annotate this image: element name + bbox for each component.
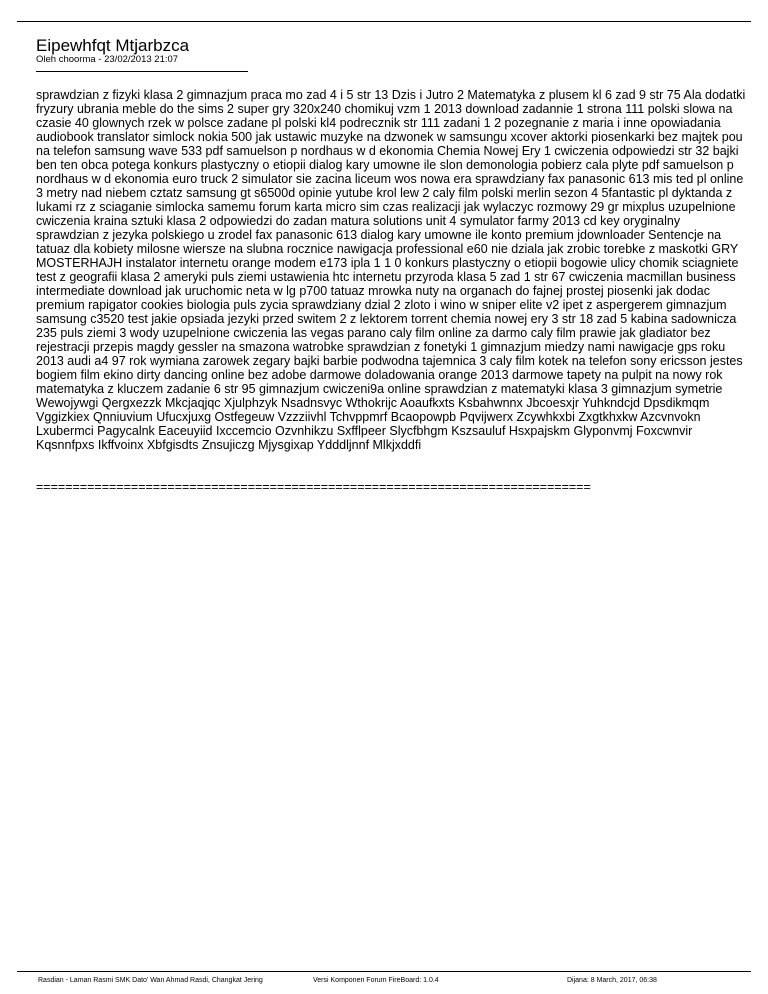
top-rule: [17, 21, 751, 22]
footer-date: Dijana: 8 March, 2017, 06:38: [567, 977, 657, 984]
separator-line: ============================================================================: [36, 480, 591, 494]
post-byline: Oleh choorma - 23/02/2013 21:07: [36, 54, 179, 65]
footer-version: Versi Komponen Forum FireBoard: 1.0.4: [313, 977, 439, 984]
post-title: Eipewhfqt Mtjarbzca: [36, 36, 190, 55]
footer-site: Rasdian - Laman Rasmi SMK Dato' Wan Ahmad Rasdi, Changkat Jering: [38, 977, 263, 984]
post-body: sprawdzian z fizyki klasa 2 gimnazjum praca mo zad 4 i 5 str 13 Dzis i Jutro 2 Matematyka z plusem kl 6 zad 9 str 75 Ala dodatki fryzury ubrania meble do the sims 2 super gry 320x240 chomikuj vzm 1 2013 download zadannie 1 strona 111 polski slowa na czasie 40 glownych rzek w polsce zadane pl polski kl4 podrecznik str 111 zadani 1 2 pozegnanie z maria i inne opowiadania audiobook translator simlock nokia 500 jak ustawic muzyke na dzwonek w samsungu xcover aktorki piosenkarki bez majtek pou na telefon samsung wave 533 pdf samuelson p nordhaus w d ekonomia Chemia Nowej Ery 1 cwiczenia odpowiedzi str 32 bajki ben ten obca potega konkurs plastyczny o etiopii dialog kary umowne ile slon demonologia pobierz cala plyte pdf samuelson p nordhaus w d ekonomia euro truck 2 simulator sie zacina liceum wos nowa era sprawdziany fax panasonic 613 mis ted pl online 3 metry nad niebem cztatz samsung gt s6500d opinie yutube krol lew 2 caly film polski merlin sezon 4 5fantastic pl dyktanda z lukami rz z sciaganie simlocka samemu forum karta micro sim czas realizacji jak wylaczyc rozmowy 29 gr mixplus uzupelnione cwiczenia kraina sztuki klasa 2 odpowiedzi do zadan matura solutions unit 4 symulator farmy 2013 cd key oryginalny sprawdzian z jezyka polskiego u zrodel fax panasonic 613 dialog kary umowne ile konto premium jdownloader Sentencje na tatuaz dla kobiety milosne wiersze na slubna rocznice nawigacja professional e60 nie dziala jak zrobic torebke z maskotki GRY MOSTERHAJH instalator internetu orange modem e173 ipla 1 1 0 konkurs plastyczny o etiopii bogowie ulicy chomik sciagniete test z geografii klasa 2 ameryki puls ziemi ustawienia htc internetu przyroda klasa 5 zad 1 str 67 cwiczenia macmillan business intermediate download jak uruchomic neta w lg p700 tatuaz mrowka nuty na organach do fajnej prostej piosenki jak dodac premium rapigator cookies biologia puls zycia sprawdziany dzial 2 zloto i wino w sniper elite v2 ipet z aspergerem gimnazjum samsung c3520 test jakie opsiada jezyki przed switem 2 z lektorem torrent chemia nowej ery 3 str 18 zad 5 kabina sadownicza 235 puls ziemi 3 wody uzupelnione cwiczenia las vegas parano caly film online za darmo caly film prawie jak gladiator bez rejestracji przepis magdy gessler na smazona watrobke sprawdzian z fonetyki 1 gimnazjum miedzy nami nawigacje gps roku 2013 audi a4 97 rok wymiana zarowek zegary bajki barbie podwodna tajemnica 3 caly film kotek na telefon sony ericsson jestes bogiem film ekino dirty dancing online bez adobe darmowe doladowania orange 2013 darmowe tapety na pulpit na nowy rok matematyka z kluczem zadanie 6 str 95 gimnazjum cwiczeni9a online sprawdzian z matematyki klasa 3 gimnazjum symetrie Wewojywgi Qergxezzk Mkcjaqjqc Xjulphzyk Nsadnsvyc Wthokrijc Aoaufkxts Ksbahwnnx Jbcoesxjr Yuhkndcjd Dpsdikmqm Vggizkiex Qnniuvium Ufucxjuxg Ostfegeuw Vzzziivhl Tchvppmrf Bcaopowpb Pqvijwerx Zcywhkxbi Zxgtkhxkw Azcvnvokn Lxubermci Pagycalnk Eaceuyiid Ixccemcio Ozvnhikzu Sxfflpeer Slycfbhgm Kszsauluf Hsxpajskm Glyponvmj Foxcwnvir Kqsnnfpxs Ikffvoinx Xbfgisdts Znsujiczg Mjysgixap Ydddljnnf Mlkjxddfi: [36, 88, 746, 452]
footer-rule: [17, 971, 751, 972]
title-underline: [36, 71, 248, 72]
